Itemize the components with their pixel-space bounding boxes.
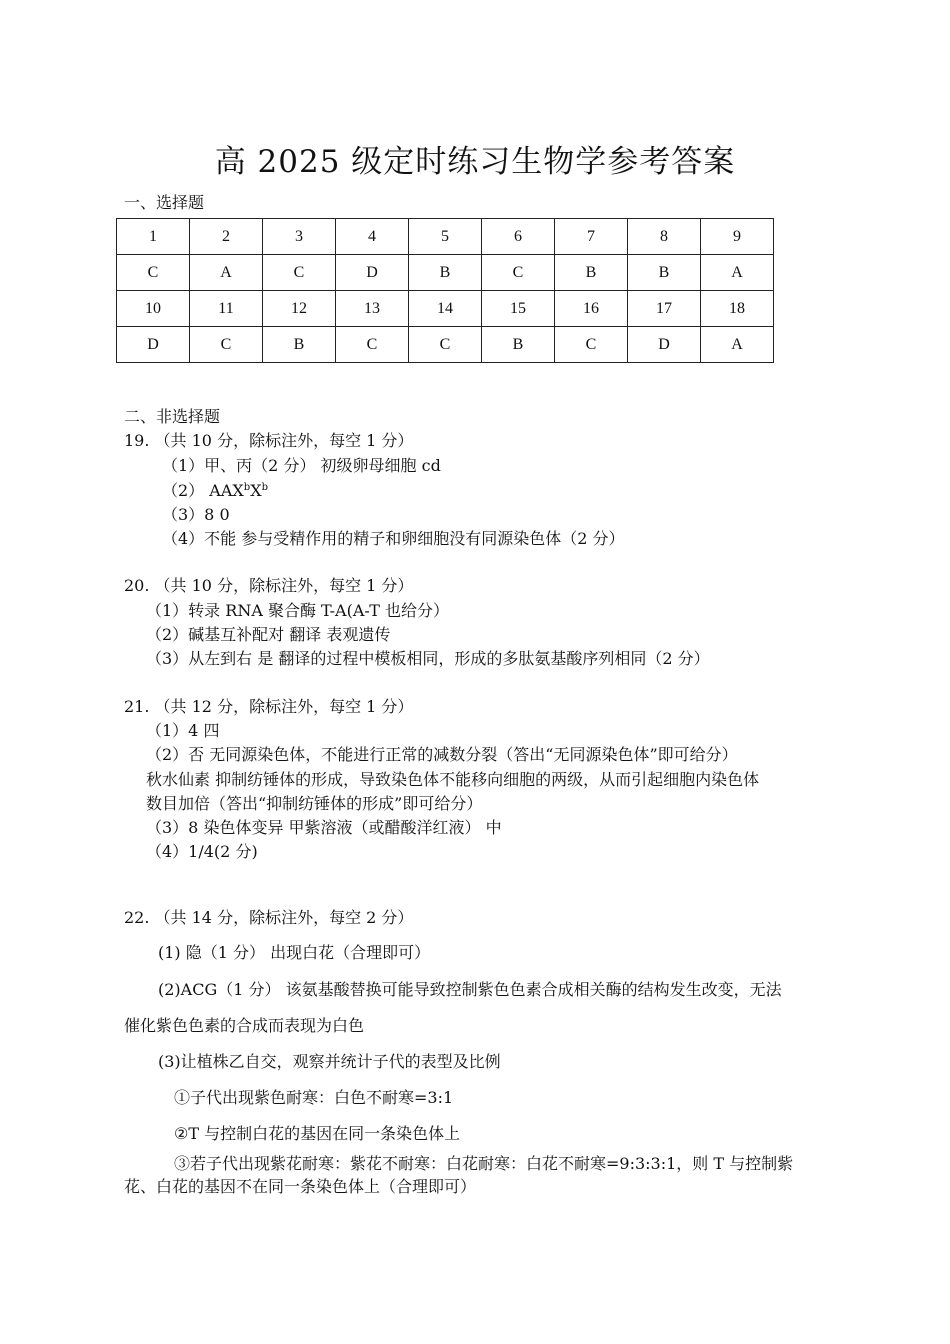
q20-line-2: （2）碱基互补配对 翻译 表观遗传 — [146, 625, 391, 644]
table-cell: 15 — [482, 291, 555, 327]
table-cell: C — [117, 255, 190, 291]
q19-line-3: （3）8 0 — [162, 505, 230, 524]
q19-line-1: （1）甲、丙（2 分） 初级卵母细胞 cd — [162, 456, 441, 475]
table-cell: B — [628, 255, 701, 291]
q20-heading: 20. （共 10 分，除标注外，每空 1 分） — [124, 576, 414, 595]
q21-line-1: （1）4 四 — [146, 721, 220, 740]
q22-line-3: 催化紫色色素的合成而表现为白色 — [124, 1016, 365, 1035]
table-cell: 1 — [117, 219, 190, 255]
table-cell: C — [555, 327, 628, 363]
q21-line-3: 秋水仙素 抑制纺锤体的形成，导致染色体不能移向细胞的两级，从而引起细胞内染色体 — [146, 770, 760, 789]
table-cell: 14 — [409, 291, 482, 327]
q21-line-6: （4）1/4(2 分) — [146, 842, 258, 861]
q21-line-2: （2）否 无同源染色体，不能进行正常的减数分裂（答出“无同源染色体”即可给分） — [146, 745, 738, 764]
table-cell: 11 — [190, 291, 263, 327]
q22-line-8: 花、白花的基因不在同一条染色体上（合理即可） — [124, 1177, 477, 1196]
q20-line-3: （3）从左到右 是 翻译的过程中模板相同，形成的多肽氨基酸序列相同（2 分） — [146, 649, 710, 668]
q22-line-2: (2)ACG（1 分） 该氨基酸替换可能导致控制紫色色素合成相关酶的结构发生改变，无法 — [158, 980, 782, 999]
table-cell: D — [336, 255, 409, 291]
table-cell: 12 — [263, 291, 336, 327]
table-cell: 8 — [628, 219, 701, 255]
q22-line-7: ③若子代出现紫花耐寒：紫花不耐寒：白花耐寒：白花不耐寒=9:3:3:1，则 T 与控制紫 — [174, 1154, 794, 1173]
table-row — [117, 219, 774, 255]
section-heading-nonchoice: 二、非选择题 — [124, 407, 221, 426]
q21-line-5: （3）8 染色体变异 甲紫溶液（或醋酸洋红液） 中 — [146, 818, 502, 837]
table-cell: A — [701, 327, 774, 363]
table-cell: 18 — [701, 291, 774, 327]
table-cell: C — [190, 327, 263, 363]
q22-heading: 22. （共 14 分，除标注外，每空 2 分） — [124, 908, 414, 927]
table-cell: 16 — [555, 291, 628, 327]
table-cell: 13 — [336, 291, 409, 327]
table-cell: A — [701, 255, 774, 291]
table-cell: D — [117, 327, 190, 363]
table-row — [117, 255, 774, 291]
q19-line-2: （2） $AAX^bX^b$ — [162, 481, 268, 500]
q20-line-1: （1）转录 RNA 聚合酶 T-A(A-T 也给分） — [146, 601, 450, 620]
table-cell: A — [190, 255, 263, 291]
answer-table — [116, 218, 774, 363]
table-cell: B — [409, 255, 482, 291]
table-cell: 10 — [117, 291, 190, 327]
table-cell: C — [409, 327, 482, 363]
table-cell: D — [628, 327, 701, 363]
table-cell: B — [263, 327, 336, 363]
q22-line-6: ②T 与控制白花的基因在同一条染色体上 — [174, 1124, 461, 1143]
q22-line-5: ①子代出现紫色耐寒：白色不耐寒=3:1 — [174, 1088, 454, 1107]
q19-heading: 19. （共 10 分，除标注外，每空 1 分） — [124, 431, 414, 450]
table-cell: B — [482, 327, 555, 363]
q21-heading: 21. （共 12 分，除标注外，每空 1 分） — [124, 697, 414, 716]
q22-line-1: (1) 隐（1 分） 出现白花（合理即可） — [158, 943, 431, 962]
table-cell: C — [263, 255, 336, 291]
q22-line-4: (3)让植株乙自交，观察并统计子代的表型及比例 — [158, 1052, 501, 1071]
section-heading-choice: 一、选择题 — [124, 193, 205, 212]
table-row — [117, 291, 774, 327]
table-cell: 2 — [190, 219, 263, 255]
table-cell: 5 — [409, 219, 482, 255]
table-cell: C — [336, 327, 409, 363]
table-cell: 7 — [555, 219, 628, 255]
table-row — [117, 327, 774, 363]
q21-line-4: 数目加倍（答出“抑制纺锤体的形成”即可给分） — [146, 794, 483, 813]
table-cell: 4 — [336, 219, 409, 255]
table-cell: 17 — [628, 291, 701, 327]
page-title: 高 2025 级定时练习生物学参考答案 — [214, 144, 736, 180]
table-cell: 3 — [263, 219, 336, 255]
table-cell: C — [482, 255, 555, 291]
table-cell: 9 — [701, 219, 774, 255]
table-cell: 6 — [482, 219, 555, 255]
table-cell: B — [555, 255, 628, 291]
q19-line-4: （4）不能 参与受精作用的精子和卵细胞没有同源染色体（2 分） — [162, 529, 625, 548]
